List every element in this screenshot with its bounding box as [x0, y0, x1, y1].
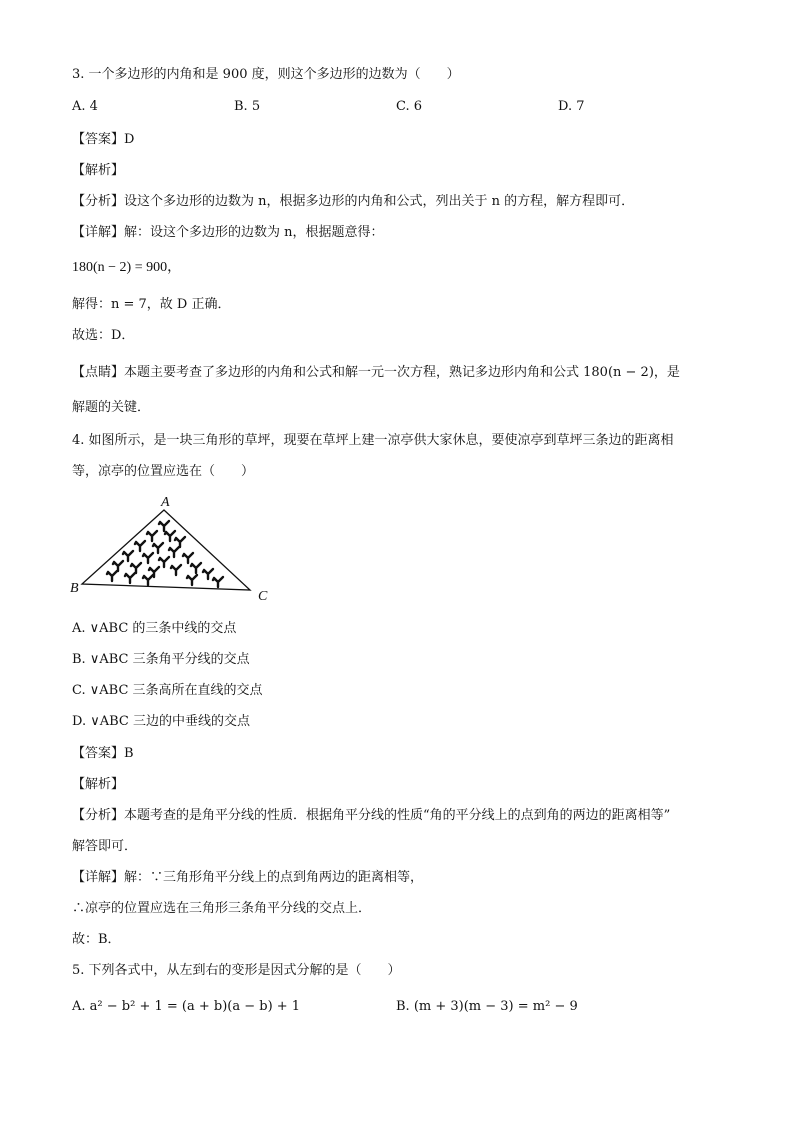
q3-option-c: C. 6 — [396, 99, 423, 114]
q5-stem: 5. 下列各式中，从左到右的变形是因式分解的是（ ） — [72, 963, 401, 978]
grass-tuft-icon — [175, 537, 185, 547]
q3-choose: 故选：D． — [72, 328, 135, 343]
q3-equation: 180(n − 2) = 900， — [72, 260, 182, 275]
q4-analysis-line-1: 【分析】本题考查的是角平分线的性质．根据角平分线的性质“角的平分线上的点到角的两边的距离相等” — [72, 808, 671, 823]
q4-detail: 【详解】解：∵三角形角平分线上的点到角两边的距离相等， — [72, 870, 424, 885]
grass-tuft-icon — [147, 531, 157, 541]
q4-analysis-line-2: 解答即可． — [72, 839, 138, 854]
q5-option-a: A. a² − b² + 1 = (a + b)(a − b) + 1 — [72, 999, 301, 1014]
q3-solve: 解得：n = 7，故 D 正确． — [72, 297, 231, 312]
q3-option-b: B. 5 — [234, 99, 261, 114]
q5-option-b: B. (m + 3)(m − 3) = m² − 9 — [396, 999, 578, 1014]
vertex-label-b: B — [70, 581, 79, 596]
grass-tuft-icon — [171, 565, 181, 575]
q4-option-c: C. ∨ABC 三条高所在直线的交点 — [72, 683, 263, 698]
grass-tuft-icon — [203, 569, 213, 579]
vertex-label-c: C — [258, 589, 268, 604]
q3-analysis-heading: 【解析】 — [72, 163, 125, 178]
q4-option-a: A. ∨ABC 的三条中线的交点 — [72, 621, 237, 636]
grass-tuft-icon — [143, 553, 153, 563]
q4-option-b: B. ∨ABC 三条角平分线的交点 — [72, 652, 250, 667]
q3-comment-line-2: 解题的关键． — [72, 400, 151, 415]
q4-stem-line-2: 等，凉亭的位置应选在（ ） — [72, 464, 255, 479]
grass-tufts — [107, 521, 223, 587]
grass-tuft-icon — [165, 531, 175, 541]
grass-tuft-icon — [153, 543, 163, 553]
grass-tuft-icon — [123, 551, 133, 561]
grass-tuft-icon — [131, 563, 141, 573]
grass-tuft-icon — [135, 541, 145, 551]
q3-analysis: 【分析】设这个多边形的边数为 n，根据多边形的内角和公式，列出关于 n 的方程，解方程即可． — [72, 194, 635, 209]
grass-tuft-icon — [183, 553, 193, 563]
q3-answer: 【答案】D — [72, 132, 135, 147]
grass-tuft-icon — [159, 521, 169, 531]
q4-conclusion: ∴凉亭的位置应选在三角形三条角平分线的交点上． — [72, 901, 372, 916]
grass-tuft-icon — [191, 563, 201, 573]
q3-detail: 【详解】解：设这个多边形的边数为 n，根据题意得： — [72, 225, 384, 240]
q3-comment-line-1: 【点睛】本题主要考查了多边形的内角和公式和解一元一次方程，熟记多边形内角和公式 180(n − 2)，是 — [72, 365, 680, 380]
grass-tuft-icon — [125, 573, 135, 583]
q4-analysis-heading: 【解析】 — [72, 777, 125, 792]
triangle-abc — [82, 510, 250, 590]
q4-stem-line-1: 4. 如图所示，是一块三角形的草坪，现要在草坪上建一凉亭供大家休息，要使凉亭到草坪三条边的距离相 — [72, 433, 674, 448]
grass-tuft-icon — [113, 561, 123, 571]
q4-choose: 故：B． — [72, 932, 121, 947]
grass-tuft-icon — [107, 571, 117, 581]
grass-tuft-icon — [159, 557, 169, 567]
q3-stem: 3. 一个多边形的内角和是 900 度，则这个多边形的边数为（ ） — [72, 67, 460, 82]
grass-tuft-icon — [213, 577, 223, 587]
grass-tuft-icon — [169, 547, 179, 557]
q4-option-d: D. ∨ABC 三边的中垂线的交点 — [72, 714, 251, 729]
vertex-label-a: A — [161, 495, 170, 510]
q3-option-a: A. 4 — [72, 99, 98, 114]
triangle-lawn-figure — [68, 494, 278, 606]
q4-answer: 【答案】B — [72, 746, 134, 761]
grass-tuft-icon — [143, 575, 153, 585]
grass-tuft-icon — [187, 575, 197, 585]
q3-option-d: D. 7 — [558, 99, 585, 114]
